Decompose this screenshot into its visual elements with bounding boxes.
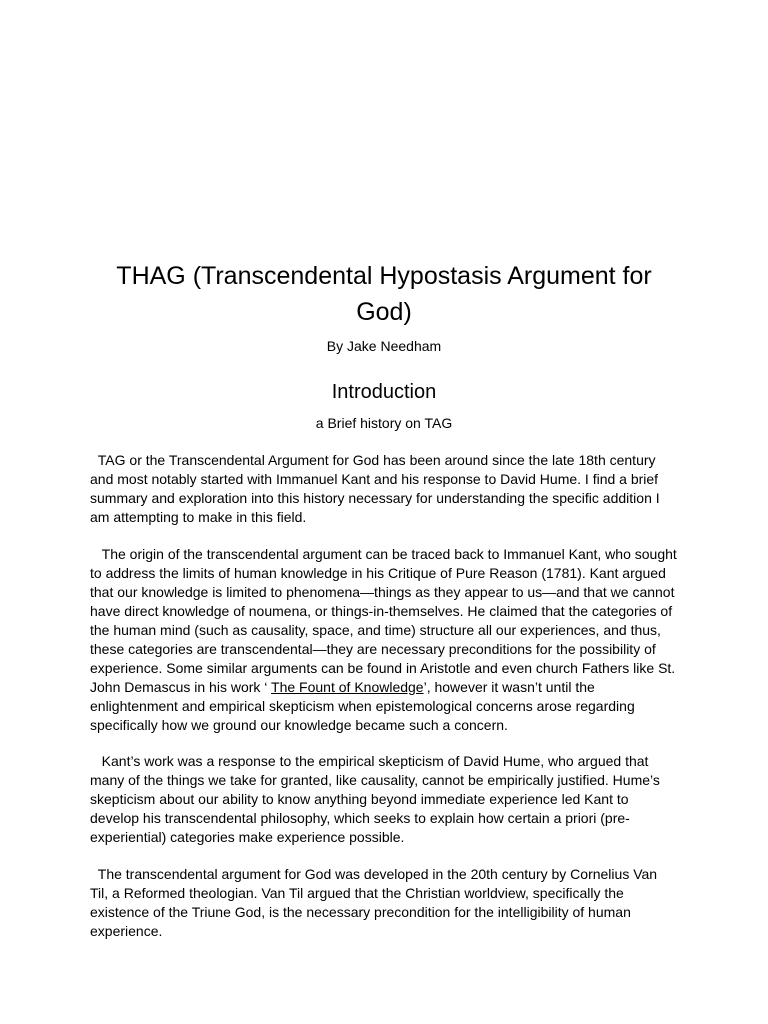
document-title: THAG (Transcendental Hypostasis Argument for God) <box>116 262 652 326</box>
paragraph-2 <box>90 545 678 735</box>
fount-of-knowledge-link[interactable]: The Fount of Knowledge <box>271 679 424 695</box>
section-subtitle: a Brief history on TAG <box>315 415 453 431</box>
author-byline: By Jake Needham <box>326 338 442 354</box>
paragraph-2-text-before-link: The origin of the transcendental argument can be traced back to Immanuel Kant, who sought to address the limits of human knowledge in his Critique of Pure Reason (1781). Kant argued that our knowledge is limited to phenomena—things as they appear to us—and that we cannot have direct knowledge of noumena, or things-in-themselves. He claimed that the categories of the human mind (such as causality, space, and time) structure all our experiences, and thus, these categories are transcendental—they are necessary preconditions for the possibility of experience. Some similar arguments can be found in Aristotle and even church Fathers like St. John Demascus in his work ‘ <box>90 546 677 695</box>
paragraph-4: The transcendental argument for God was developed in the 20th century by Cornelius Van Til, a Reformed theologian. Van Til argued that the Christian worldview, specifically the existence of the Triune God, is the necessary precondition for the intelligibility of human experience. <box>90 866 658 939</box>
paragraph-3: Kant’s work was a response to the empirical skepticism of David Hume, who argued that many of the things we take for granted, like causality, cannot be empirically justified. Hume’s skepticism about our ability to know anything beyond immediate experience led Kant to develop his transcendental philosophy, which seeks to explain how certain a priori (pre-experiential) categories make experience possible. <box>90 753 660 845</box>
section-heading: Introduction <box>331 381 437 403</box>
paragraph-2-text-after-link: ’, however it wasn’t until the enlightenment and empirical skepticism when epistemological concerns arose regarding specifically how we ground our knowledge became such a concern. <box>90 679 635 733</box>
paragraph-1: TAG or the Transcendental Argument for God has been around since the late 18th century and most notably started with Immanuel Kant and his response to David Hume. I find a brief summary and exploration into this history necessary for understanding the specific addition I am attempting to make in this field. <box>90 452 660 525</box>
